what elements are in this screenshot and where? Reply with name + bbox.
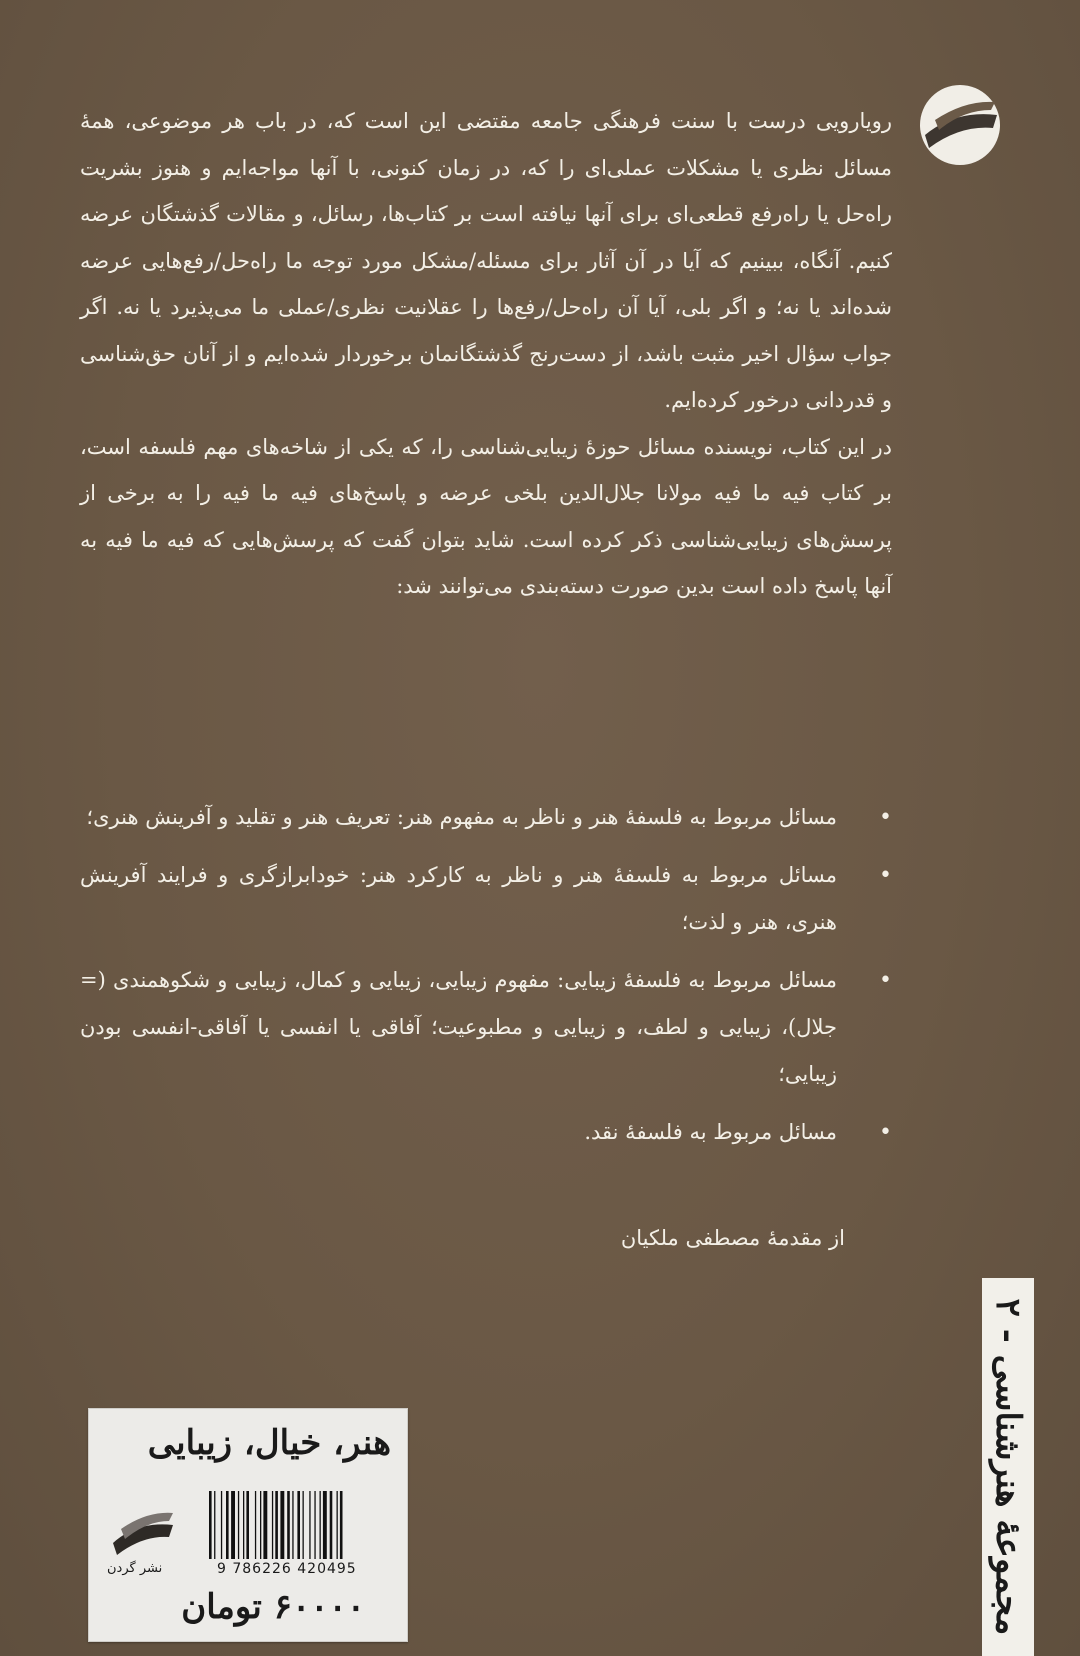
list-item: • مسائل مربوط به فلسفهٔ نقد. (80, 1109, 892, 1156)
price-label: ۶۰۰۰۰ تومان (181, 1587, 365, 1627)
list-item: • مسائل مربوط به فلسفهٔ هنر و ناظر به کارکرد هنر: خودابرازگری و فرایند آفرینش هنری، هنر و لذت؛ (80, 852, 892, 946)
sticker-publisher: نشر گردن (107, 1561, 163, 1576)
series-label-strip (982, 1278, 1034, 1656)
list-item: • مسائل مربوط به فلسفهٔ زیبایی: مفهوم زیبایی، زیبایی و کمال، زیبایی و شکوهمندی (= جلال)، زیبایی و لطف، و زیبایی و مطبوعیت؛ آفاقی یا انفسی یا آفاقی-انفسی بودن زیبایی؛ (80, 957, 892, 1098)
description-text (80, 98, 892, 610)
bullet-icon: • (879, 863, 892, 888)
barcode-icon (207, 1491, 387, 1559)
publisher-logo-icon (915, 80, 1005, 170)
paragraph-intro: رویارویی درست با سنت فرهنگی جامعه مقتضی این است که، در باب هر موضوعی، همهٔ مسائل نظری یا مشکلات عملی‌ای را که، در زمان کنونی، با آنها مواجه‌ایم و هنوز بشریت راه‌حل یا راه‌رفع قطعی‌ای برای آنها نیافته است بر کتاب‌ها، رسائل، و مقالات گذشتگان عرضه کنیم. آنگاه، ببینیم که آیا در آن آثار برای مسئله/مشکل مورد توجه ما راه‌حل/رفع‌هایی عرضه شده‌اند یا نه؛ و اگر بلی، آیا آن راه‌حل/رفع‌ها را عقلانیت نظری/عملی ما می‌پذیرد یا نه. اگر جواب سؤال اخیر مثبت باشد، از دست‌رنج گذشتگانمان برخوردار شده‌ایم و از آنان حق‌شناسی و قدردانی درخور کرده‌ایم. (80, 109, 892, 412)
barcode-number: 9 786226 420495 (217, 1561, 357, 1577)
attribution: از مقدمهٔ مصطفی ملکیان (620, 1226, 845, 1250)
list-item: • مسائل مربوط به فلسفهٔ هنر و ناظر به مفهوم هنر: تعریف هنر و تقلید و آفرینش هنری؛ (80, 794, 892, 841)
paragraph-book: در این کتاب، نویسنده مسائل حوزهٔ زیبایی‌شناسی را، که یکی از شاخه‌های مهم فلسفه است، بر کتاب فیه ما فیه مولانا جلال‌الدین بلخی عرضه و پاسخ‌های فیه ما فیه را به برخی از پرسش‌های زیبایی‌شناسی ذکر کرده است. شاید بتوان گفت که پرسش‌هایی که فیه ما فیه به آنها پاسخ داده است بدین صورت دسته‌بندی می‌توانند شد: (80, 434, 892, 598)
price-sticker (88, 1408, 408, 1642)
series-title: مجموعهٔ هنرشناسی - ۲ (988, 1298, 1028, 1636)
publisher-logo-icon (107, 1497, 179, 1569)
bullet-icon: • (879, 1120, 892, 1145)
bullet-icon: • (879, 805, 892, 830)
topic-list (80, 794, 892, 1167)
sticker-book-title: هنر، خیال، زیبایی (147, 1423, 391, 1463)
bullet-icon: • (879, 968, 892, 993)
